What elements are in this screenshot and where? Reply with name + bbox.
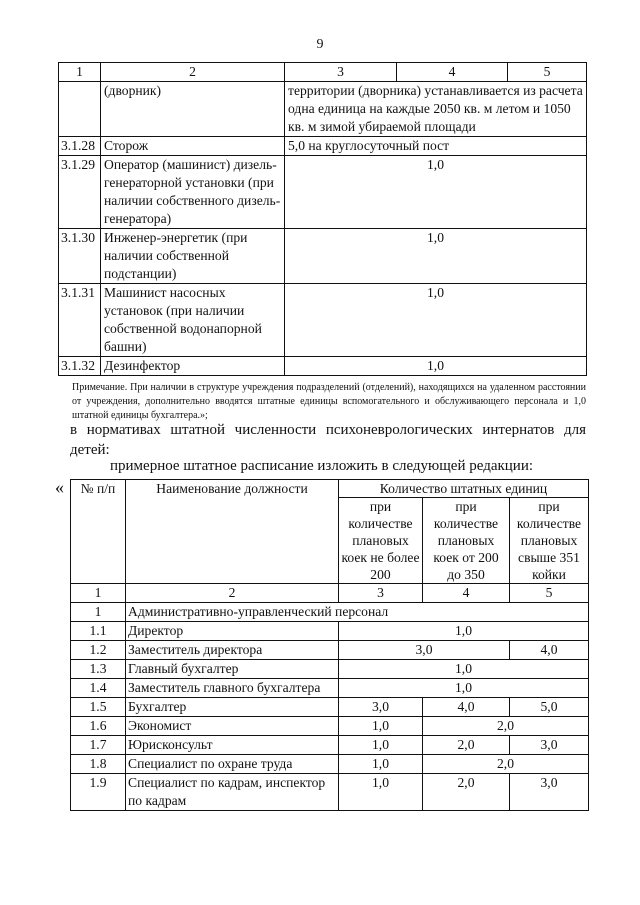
staff-value: 3,0 <box>339 641 510 660</box>
staffing-schedule-table <box>70 479 589 811</box>
col-number: 4 <box>423 584 510 603</box>
header-beds-under-200: при количестве плановых коек не более 200 <box>339 498 423 584</box>
table-row <box>71 755 589 774</box>
header-beds-over-351: при количестве плановых свыше 351 койки <box>510 498 589 584</box>
staff-norm: 1,0 <box>285 156 587 229</box>
amendment-paragraph: в нормативах штатной численности психоневрологических интернатов для детей: <box>70 422 586 458</box>
staff-value: 1,0 <box>339 717 423 736</box>
staff-norm: территории (дворника) устанавливается из расчета одна единица на каждые 2050 кв. м летом и 1050 кв. м зимой убираемой площади <box>285 82 587 137</box>
col-number: 2 <box>101 63 285 82</box>
staff-value: 1,0 <box>339 679 589 698</box>
table-row <box>71 641 589 660</box>
staff-value: 2,0 <box>423 717 589 736</box>
staff-value: 1,0 <box>339 755 423 774</box>
staff-value: 1,0 <box>339 774 423 811</box>
table-row <box>71 736 589 755</box>
row-number: 1.1 <box>71 622 126 641</box>
row-number: 1 <box>71 603 126 622</box>
amendment-paragraph-2: примерное штатное расписание изложить в следующей редакции: <box>110 458 534 474</box>
table-row <box>71 698 589 717</box>
section-row <box>71 603 589 622</box>
table-row <box>59 82 587 137</box>
staff-value: 2,0 <box>423 774 510 811</box>
table-row <box>71 717 589 736</box>
staff-norm: 5,0 на круглосуточный пост <box>285 137 587 156</box>
page-number: 9 <box>316 37 324 52</box>
col-number: 4 <box>397 63 508 82</box>
section-title: Административно-управленческий персонал <box>126 603 589 622</box>
staff-value: 3,0 <box>510 736 589 755</box>
position-name: Дезинфектор <box>101 357 285 376</box>
table-row <box>59 357 587 376</box>
staff-value: 4,0 <box>510 641 589 660</box>
position-name: (дворник) <box>101 82 285 137</box>
position-name: Специалист по охране труда <box>126 755 339 774</box>
row-number: 1.4 <box>71 679 126 698</box>
opening-quote: « <box>55 477 64 497</box>
position-name: Машинист насосных установок (при наличии собственной водонапорной башни) <box>101 284 285 357</box>
position-name: Специалист по кадрам, инспектор по кадрам <box>126 774 339 811</box>
header-beds-200-350: при количестве плановых коек от 200 до 350 <box>423 498 510 584</box>
row-number: 1.3 <box>71 660 126 679</box>
staff-norm: 1,0 <box>285 284 587 357</box>
header-number: № п/п <box>71 480 126 584</box>
staff-value: 1,0 <box>339 660 589 679</box>
row-number: 1.7 <box>71 736 126 755</box>
table-row <box>59 284 587 357</box>
staff-value: 1,0 <box>339 736 423 755</box>
table-row <box>71 622 589 641</box>
position-name: Инженер-энергетик (при наличии собственной подстанции) <box>101 229 285 284</box>
table-header-row <box>59 63 587 82</box>
table-row <box>59 229 587 284</box>
table-row <box>59 156 587 229</box>
position-name: Заместитель главного бухгалтера <box>126 679 339 698</box>
row-number: 1.6 <box>71 717 126 736</box>
col-number: 3 <box>339 584 423 603</box>
row-number: 1.8 <box>71 755 126 774</box>
table-row <box>71 660 589 679</box>
header-position: Наименование должности <box>126 480 339 584</box>
position-name: Заместитель директора <box>126 641 339 660</box>
row-number: 1.2 <box>71 641 126 660</box>
col-number: 2 <box>126 584 339 603</box>
staff-norm: 1,0 <box>285 229 587 284</box>
row-number: 3.1.32 <box>59 357 101 376</box>
staff-value: 2,0 <box>423 736 510 755</box>
staffing-table-continued <box>58 62 587 376</box>
column-numbers-row <box>71 584 589 603</box>
table-row <box>71 774 589 811</box>
row-number: 1.5 <box>71 698 126 717</box>
staff-norm: 1,0 <box>285 357 587 376</box>
position-name: Юрисконсульт <box>126 736 339 755</box>
col-number: 5 <box>508 63 587 82</box>
staff-value: 3,0 <box>339 698 423 717</box>
position-name: Бухгалтер <box>126 698 339 717</box>
header-staff-count: Количество штатных единиц <box>339 480 589 498</box>
table-row <box>71 679 589 698</box>
position-name: Директор <box>126 622 339 641</box>
row-number: 3.1.28 <box>59 137 101 156</box>
position-name: Экономист <box>126 717 339 736</box>
row-number: 3.1.30 <box>59 229 101 284</box>
staff-value: 2,0 <box>423 755 589 774</box>
staff-value: 4,0 <box>423 698 510 717</box>
staff-value: 5,0 <box>510 698 589 717</box>
position-name: Оператор (машинист) дизель-генераторной установки (при наличии собственного дизель-генератора) <box>101 156 285 229</box>
table-note: Примечание. При наличии в структуре учреждения подразделений (отделений), находящихся на удаленном расстоянии от учреждения, дополнительно вводятся штатные единицы вспомогательного и обслуживающего персонала и 1,0 штатной единицы бухгалтера.»; <box>72 382 586 421</box>
row-number: 3.1.29 <box>59 156 101 229</box>
staff-value: 1,0 <box>339 622 589 641</box>
row-number: 3.1.31 <box>59 284 101 357</box>
col-number: 1 <box>71 584 126 603</box>
position-name: Главный бухгалтер <box>126 660 339 679</box>
row-number: 1.9 <box>71 774 126 811</box>
col-number: 3 <box>285 63 397 82</box>
staff-value: 3,0 <box>510 774 589 811</box>
table-row <box>59 137 587 156</box>
col-number: 1 <box>59 63 101 82</box>
col-number: 5 <box>510 584 589 603</box>
position-name: Сторож <box>101 137 285 156</box>
